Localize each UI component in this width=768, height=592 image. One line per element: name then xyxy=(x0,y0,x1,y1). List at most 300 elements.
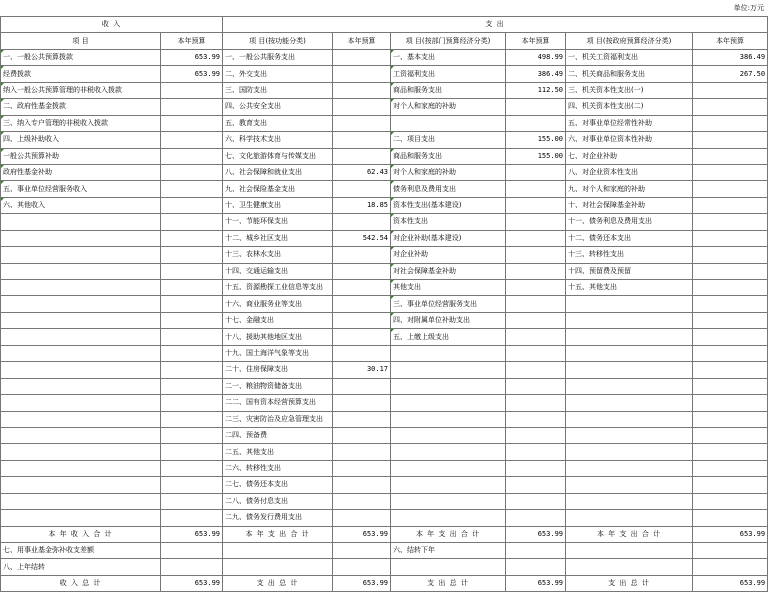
dept-item-cell: 工资福利支出 xyxy=(391,66,506,82)
gov-item-cell: 七、对企业补助 xyxy=(566,148,693,164)
dept-item-cell: 二、项目支出 xyxy=(391,132,506,148)
gov-budget-cell xyxy=(693,362,768,378)
gov-budget-cell xyxy=(693,164,768,180)
table-row xyxy=(1,280,768,296)
extra-row xyxy=(1,543,768,559)
income-item-cell: 四、上级补助收入 xyxy=(1,132,161,148)
gov-budget-cell xyxy=(693,444,768,460)
func-item-cell: 二九、债务发行费用支出 xyxy=(223,510,333,526)
income-budget-cell xyxy=(161,510,223,526)
dept-budget-cell xyxy=(506,493,566,509)
year-income-total-value: 653.99 xyxy=(161,526,223,542)
income-budget-cell: 653.99 xyxy=(161,49,223,65)
gov-item-cell: 二、机关商品和服务支出 xyxy=(566,66,693,82)
header-row-columns xyxy=(1,33,768,49)
gov-item-cell: 九、对个人和家庭的补助 xyxy=(566,181,693,197)
dept-item-cell xyxy=(391,345,506,361)
table-footer xyxy=(1,526,768,592)
year-gov-total-value: 653.99 xyxy=(693,526,768,542)
func-item-cell: 一、一般公共服务支出 xyxy=(223,49,333,65)
gov-item-header: 项 目(按政府预算经济分类) xyxy=(566,33,693,49)
budget-table xyxy=(0,16,768,592)
income-item-cell xyxy=(1,411,161,427)
func-budget-cell xyxy=(333,427,391,443)
table-row xyxy=(1,230,768,246)
func-budget-cell xyxy=(333,214,391,230)
dept-item-cell: 对个人和家庭的补助 xyxy=(391,164,506,180)
func-item-cell: 二五、其他支出 xyxy=(223,444,333,460)
gov-budget-cell xyxy=(693,493,768,509)
dept-item-cell: 四、对附属单位补助支出 xyxy=(391,312,506,328)
income-budget-cell xyxy=(161,362,223,378)
income-item-cell xyxy=(1,362,161,378)
gov-budget-cell xyxy=(693,510,768,526)
dept-budget-cell xyxy=(506,427,566,443)
income-budget-cell xyxy=(161,345,223,361)
table-row xyxy=(1,378,768,394)
dept-item-cell: 其他支出 xyxy=(391,280,506,296)
gov-budget-cell xyxy=(693,329,768,345)
income-budget-cell xyxy=(161,197,223,213)
dept-budget-cell xyxy=(506,263,566,279)
dept-item-header: 项 目(按部门预算经济分类) xyxy=(391,33,506,49)
gov-budget-cell xyxy=(693,197,768,213)
dept-budget-cell xyxy=(506,280,566,296)
dept-budget-cell xyxy=(506,230,566,246)
func-budget-cell xyxy=(333,477,391,493)
income-item-cell: 一、一般公共预算拨款 xyxy=(1,49,161,65)
dept-budget-cell: 498.99 xyxy=(506,49,566,65)
grand-income-total-label: 收 入 总 计 xyxy=(1,575,161,591)
dept-item-cell xyxy=(391,493,506,509)
income-item-cell xyxy=(1,296,161,312)
gov-item-cell: 五、对事业单位经常性补助 xyxy=(566,115,693,131)
income-item-cell xyxy=(1,214,161,230)
func-budget-cell xyxy=(333,329,391,345)
func-budget-cell xyxy=(333,345,391,361)
grand-total-row xyxy=(1,575,768,591)
income-item-cell: 二、政府性基金拨款 xyxy=(1,99,161,115)
table-body xyxy=(1,49,768,526)
table-row xyxy=(1,197,768,213)
dept-item-cell xyxy=(391,115,506,131)
dept-item-cell xyxy=(391,395,506,411)
gov-item-cell: 十五、其他支出 xyxy=(566,280,693,296)
income-budget-cell xyxy=(161,214,223,230)
gov-item-cell xyxy=(566,510,693,526)
dept-budget-cell xyxy=(506,296,566,312)
dept-budget-cell xyxy=(506,247,566,263)
dept-item-cell xyxy=(391,427,506,443)
gov-budget-cell xyxy=(693,230,768,246)
dept-budget-cell xyxy=(506,214,566,230)
table-row xyxy=(1,411,768,427)
income-budget-cell xyxy=(161,312,223,328)
dept-budget-cell: 155.00 xyxy=(506,148,566,164)
dept-item-cell: 五、上缴上级支出 xyxy=(391,329,506,345)
income-item-cell xyxy=(1,230,161,246)
func-item-cell: 二四、预备费 xyxy=(223,427,333,443)
grand-func-total-label: 支 出 总 计 xyxy=(223,575,333,591)
dept-item-cell: 对企业补助(基本建设) xyxy=(391,230,506,246)
table-row xyxy=(1,477,768,493)
extra-income-label: 七、用事业基金弥补收支差额 xyxy=(1,543,161,559)
gov-budget-cell xyxy=(693,460,768,476)
dept-budget-cell: 386.49 xyxy=(506,66,566,82)
table-row xyxy=(1,99,768,115)
dept-item-cell: 对企业补助 xyxy=(391,247,506,263)
func-item-cell: 二六、转移性支出 xyxy=(223,460,333,476)
func-budget-cell xyxy=(333,510,391,526)
income-budget-cell xyxy=(161,477,223,493)
gov-item-cell xyxy=(566,493,693,509)
func-budget-cell: 62.43 xyxy=(333,164,391,180)
gov-budget-cell xyxy=(693,395,768,411)
table-row xyxy=(1,132,768,148)
dept-item-cell xyxy=(391,362,506,378)
func-item-cell: 二、外交支出 xyxy=(223,66,333,82)
income-budget-cell xyxy=(161,493,223,509)
table-row xyxy=(1,460,768,476)
dept-budget-cell xyxy=(506,477,566,493)
func-item-cell: 二七、债务还本支出 xyxy=(223,477,333,493)
gov-item-cell: 十二、债务还本支出 xyxy=(566,230,693,246)
income-item-cell: 纳入一般公共预算管理的非税收入拨款 xyxy=(1,82,161,98)
income-budget-cell xyxy=(161,164,223,180)
income-item-cell xyxy=(1,460,161,476)
income-budget-cell xyxy=(161,329,223,345)
income-item-cell xyxy=(1,247,161,263)
dept-item-cell xyxy=(391,411,506,427)
func-budget-cell xyxy=(333,378,391,394)
gov-budget-cell xyxy=(693,427,768,443)
income-budget-cell xyxy=(161,99,223,115)
func-budget-cell xyxy=(333,444,391,460)
grand-gov-total-label: 支 出 总 计 xyxy=(566,575,693,591)
gov-item-cell: 十四、预留费及预留 xyxy=(566,263,693,279)
func-budget-cell xyxy=(333,132,391,148)
dept-item-cell: 对社会保障基金补助 xyxy=(391,263,506,279)
gov-item-cell xyxy=(566,477,693,493)
gov-budget-cell xyxy=(693,280,768,296)
extra-row xyxy=(1,559,768,575)
gov-budget-cell xyxy=(693,132,768,148)
income-item-cell xyxy=(1,493,161,509)
gov-budget-cell: 386.49 xyxy=(693,49,768,65)
gov-budget-cell xyxy=(693,82,768,98)
func-item-cell: 七、文化旅游体育与传媒支出 xyxy=(223,148,333,164)
func-budget-cell xyxy=(333,99,391,115)
func-budget-cell xyxy=(333,247,391,263)
dept-budget-cell xyxy=(506,395,566,411)
income-item-cell xyxy=(1,395,161,411)
income-budget-cell xyxy=(161,132,223,148)
table-row xyxy=(1,263,768,279)
func-item-cell: 十四、交通运输支出 xyxy=(223,263,333,279)
table-row xyxy=(1,510,768,526)
dept-budget-cell xyxy=(506,411,566,427)
income-budget-cell xyxy=(161,444,223,460)
table-row xyxy=(1,427,768,443)
func-budget-cell xyxy=(333,115,391,131)
year-func-total-label: 本 年 支 出 合 计 xyxy=(223,526,333,542)
func-item-cell: 二二、国有资本经营预算支出 xyxy=(223,395,333,411)
gov-item-cell xyxy=(566,444,693,460)
func-budget-cell: 542.54 xyxy=(333,230,391,246)
income-item-header: 项 目 xyxy=(1,33,161,49)
income-item-cell xyxy=(1,477,161,493)
income-budget-cell xyxy=(161,115,223,131)
income-item-cell xyxy=(1,444,161,460)
func-item-cell: 三、国防支出 xyxy=(223,82,333,98)
func-budget-cell xyxy=(333,66,391,82)
income-item-cell xyxy=(1,263,161,279)
income-budget-cell xyxy=(161,181,223,197)
table-row xyxy=(1,395,768,411)
table-row xyxy=(1,181,768,197)
dept-item-cell: 债务利息及费用支出 xyxy=(391,181,506,197)
income-header: 收 入 xyxy=(1,17,223,33)
table-row xyxy=(1,362,768,378)
income-budget-cell xyxy=(161,280,223,296)
gov-budget-cell xyxy=(693,247,768,263)
gov-budget-cell: 267.50 xyxy=(693,66,768,82)
gov-item-cell: 十三、转移性支出 xyxy=(566,247,693,263)
func-item-cell: 二三、灾害防治及应急管理支出 xyxy=(223,411,333,427)
grand-func-total-value: 653.99 xyxy=(333,575,391,591)
func-budget-cell xyxy=(333,493,391,509)
income-item-cell: 三、纳入专户管理的非税收入拨款 xyxy=(1,115,161,131)
gov-item-cell xyxy=(566,460,693,476)
grand-income-total-value: 653.99 xyxy=(161,575,223,591)
dept-item-cell: 资本性支出 xyxy=(391,214,506,230)
table-row xyxy=(1,493,768,509)
table-row xyxy=(1,49,768,65)
func-item-header: 项 目(按功能分类) xyxy=(223,33,333,49)
func-budget-cell: 18.85 xyxy=(333,197,391,213)
gov-budget-cell xyxy=(693,263,768,279)
table-row xyxy=(1,214,768,230)
gov-item-cell: 四、机关资本性支出(二) xyxy=(566,99,693,115)
income-item-cell xyxy=(1,510,161,526)
year-gov-total-label: 本 年 支 出 合 计 xyxy=(566,526,693,542)
dept-budget-cell xyxy=(506,99,566,115)
gov-item-cell xyxy=(566,378,693,394)
func-item-cell: 十七、金融支出 xyxy=(223,312,333,328)
table-row xyxy=(1,164,768,180)
table-row xyxy=(1,312,768,328)
func-item-cell: 十六、商业服务业等支出 xyxy=(223,296,333,312)
gov-item-cell xyxy=(566,345,693,361)
income-budget-cell xyxy=(161,148,223,164)
func-budget-cell: 30.17 xyxy=(333,362,391,378)
dept-budget-cell xyxy=(506,115,566,131)
table-row xyxy=(1,345,768,361)
gov-item-cell xyxy=(566,296,693,312)
func-item-cell: 二十、住房保障支出 xyxy=(223,362,333,378)
income-budget-cell xyxy=(161,395,223,411)
year-dept-total-label: 本 年 支 出 合 计 xyxy=(391,526,506,542)
dept-budget-cell xyxy=(506,329,566,345)
dept-budget-cell xyxy=(506,460,566,476)
income-item-cell: 经费拨款 xyxy=(1,66,161,82)
gov-budget-cell xyxy=(693,477,768,493)
income-item-cell: 政府性基金补助 xyxy=(1,164,161,180)
gov-budget-cell xyxy=(693,181,768,197)
func-item-cell: 十九、国土海洋气象等支出 xyxy=(223,345,333,361)
income-budget-header: 本年预算 xyxy=(161,33,223,49)
dept-budget-cell: 155.00 xyxy=(506,132,566,148)
func-budget-cell xyxy=(333,49,391,65)
func-item-cell: 四、公共安全支出 xyxy=(223,99,333,115)
table-row xyxy=(1,82,768,98)
dept-budget-cell xyxy=(506,197,566,213)
func-budget-cell xyxy=(333,296,391,312)
income-item-cell xyxy=(1,345,161,361)
income-item-cell xyxy=(1,427,161,443)
table-row xyxy=(1,66,768,82)
income-item-cell: 五、事业单位经营服务收入 xyxy=(1,181,161,197)
dept-item-cell: 三、事业单位经营服务支出 xyxy=(391,296,506,312)
gov-item-cell xyxy=(566,395,693,411)
expense-header: 支 出 xyxy=(223,17,768,33)
income-budget-cell xyxy=(161,427,223,443)
gov-budget-cell xyxy=(693,115,768,131)
table-row xyxy=(1,444,768,460)
gov-item-cell xyxy=(566,329,693,345)
func-budget-cell xyxy=(333,280,391,296)
income-item-cell xyxy=(1,378,161,394)
dept-item-cell xyxy=(391,510,506,526)
func-item-cell: 八、社会保障和就业支出 xyxy=(223,164,333,180)
income-budget-cell xyxy=(161,296,223,312)
gov-item-cell: 十一、债务利息及费用支出 xyxy=(566,214,693,230)
dept-item-cell xyxy=(391,460,506,476)
income-budget-cell xyxy=(161,411,223,427)
table-row xyxy=(1,148,768,164)
income-budget-cell: 653.99 xyxy=(161,66,223,82)
gov-budget-cell xyxy=(693,378,768,394)
year-income-total-label: 本 年 收 入 合 计 xyxy=(1,526,161,542)
income-item-cell xyxy=(1,329,161,345)
table-row xyxy=(1,329,768,345)
func-item-cell: 十三、农林水支出 xyxy=(223,247,333,263)
dept-item-cell: 对个人和家庭的补助 xyxy=(391,99,506,115)
dept-item-cell xyxy=(391,477,506,493)
func-budget-cell xyxy=(333,181,391,197)
income-budget-cell xyxy=(161,378,223,394)
func-item-cell: 十二、城乡社区支出 xyxy=(223,230,333,246)
func-item-cell: 六、科学技术支出 xyxy=(223,132,333,148)
func-budget-cell xyxy=(333,460,391,476)
gov-budget-cell xyxy=(693,411,768,427)
income-item-cell: 一般公共预算补助 xyxy=(1,148,161,164)
income-budget-cell xyxy=(161,247,223,263)
func-budget-cell xyxy=(333,411,391,427)
gov-item-cell: 三、机关资本性支出(一) xyxy=(566,82,693,98)
year-func-total-value: 653.99 xyxy=(333,526,391,542)
func-item-cell: 十五、资源勘探工业信息等支出 xyxy=(223,280,333,296)
gov-budget-cell xyxy=(693,214,768,230)
func-budget-cell xyxy=(333,395,391,411)
gov-budget-cell xyxy=(693,296,768,312)
extra-dept-label: 六、结转下年 xyxy=(391,543,506,559)
func-item-cell: 十、卫生健康支出 xyxy=(223,197,333,213)
year-dept-total-value: 653.99 xyxy=(506,526,566,542)
dept-budget-cell xyxy=(506,362,566,378)
table-row xyxy=(1,115,768,131)
func-budget-cell xyxy=(333,312,391,328)
unit-label: 单位:万元 xyxy=(733,4,764,12)
func-budget-cell xyxy=(333,148,391,164)
func-item-cell: 十八、援助其他地区支出 xyxy=(223,329,333,345)
gov-item-cell: 十、对社会保障基金补助 xyxy=(566,197,693,213)
grand-dept-total-value: 653.99 xyxy=(506,575,566,591)
extra-income-label: 八、上年结转 xyxy=(1,559,161,575)
dept-budget-cell xyxy=(506,444,566,460)
income-budget-cell xyxy=(161,82,223,98)
gov-item-cell: 六、对事业单位资本性补助 xyxy=(566,132,693,148)
func-item-cell: 二一、粮油物资储备支出 xyxy=(223,378,333,394)
gov-item-cell xyxy=(566,411,693,427)
gov-budget-cell xyxy=(693,345,768,361)
dept-item-cell xyxy=(391,444,506,460)
gov-item-cell: 八、对企业资本性支出 xyxy=(566,164,693,180)
gov-budget-header: 本年预算 xyxy=(693,33,768,49)
dept-budget-cell: 112.50 xyxy=(506,82,566,98)
income-item-cell xyxy=(1,312,161,328)
dept-budget-cell xyxy=(506,164,566,180)
func-item-cell: 十一、节能环保支出 xyxy=(223,214,333,230)
gov-budget-cell xyxy=(693,99,768,115)
func-item-cell: 九、社会保险基金支出 xyxy=(223,181,333,197)
dept-budget-cell xyxy=(506,181,566,197)
dept-budget-cell xyxy=(506,312,566,328)
grand-gov-total-value: 653.99 xyxy=(693,575,768,591)
income-item-cell xyxy=(1,280,161,296)
gov-item-cell: 一、机关工资福利支出 xyxy=(566,49,693,65)
func-budget-cell xyxy=(333,82,391,98)
dept-item-cell: 商品和服务支出 xyxy=(391,82,506,98)
header-row-group xyxy=(1,17,768,33)
extra-dept-label xyxy=(391,559,506,575)
dept-item-cell: 商品和服务支出 xyxy=(391,148,506,164)
dept-budget-cell xyxy=(506,510,566,526)
gov-item-cell xyxy=(566,427,693,443)
dept-item-cell: 一、基本支出 xyxy=(391,49,506,65)
income-budget-cell xyxy=(161,230,223,246)
func-item-cell: 二八、债务付息支出 xyxy=(223,493,333,509)
dept-item-cell: 资本性支出(基本建设) xyxy=(391,197,506,213)
year-total-row xyxy=(1,526,768,542)
income-item-cell: 六、其他收入 xyxy=(1,197,161,213)
dept-item-cell xyxy=(391,378,506,394)
income-budget-cell xyxy=(161,263,223,279)
gov-budget-cell xyxy=(693,148,768,164)
dept-budget-header: 本年预算 xyxy=(506,33,566,49)
gov-budget-cell xyxy=(693,312,768,328)
income-budget-cell xyxy=(161,460,223,476)
func-budget-cell xyxy=(333,263,391,279)
table-row xyxy=(1,296,768,312)
grand-dept-total-label: 支 出 总 计 xyxy=(391,575,506,591)
func-budget-header: 本年预算 xyxy=(333,33,391,49)
gov-item-cell xyxy=(566,312,693,328)
func-item-cell: 五、教育支出 xyxy=(223,115,333,131)
dept-budget-cell xyxy=(506,345,566,361)
gov-item-cell xyxy=(566,362,693,378)
table-row xyxy=(1,247,768,263)
